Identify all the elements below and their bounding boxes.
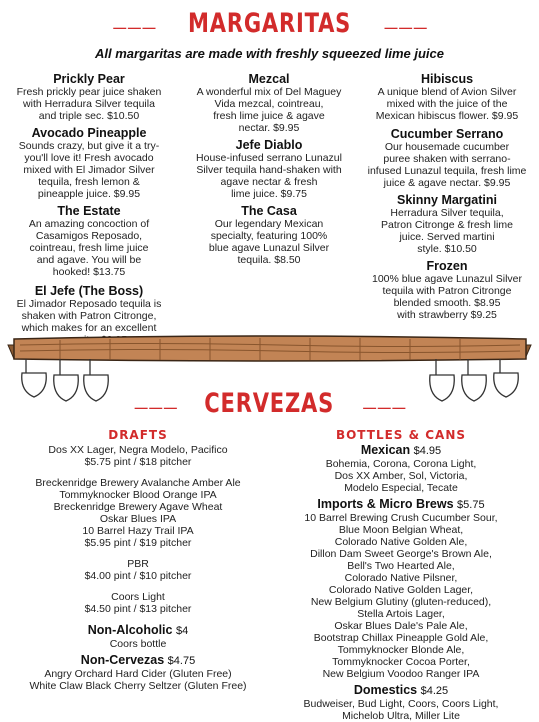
price-line: $5.95 pint / $19 pitcher [84, 537, 192, 549]
item-desc-line: mixed with the juice of the [386, 98, 508, 110]
item-desc-line: nectar. $9.95 [238, 122, 300, 134]
item-desc-line: Silver tequila hand-shaken with [196, 164, 342, 176]
cervezas-title: CERVEZAS [204, 388, 335, 419]
list-line: Colorado Native Golden Lager, [328, 584, 474, 596]
price-line: $5.75 pint / $18 pitcher [84, 456, 192, 468]
list-line: Budweiser, Bud Light, Coors, Coors Light, [303, 698, 499, 710]
margaritas-header [0, 8, 539, 39]
item-desc-line: and triple sec. $10.50 [38, 110, 140, 122]
item-name: The Casa [241, 204, 297, 218]
item-desc-line: Herradura Silver tequila, [390, 207, 504, 219]
group-title [14, 653, 262, 668]
menu-item [4, 72, 174, 122]
item-desc-line: 100% blue agave Lunazul Silver [371, 273, 523, 285]
item-desc-line: hooked! $13.75 [52, 266, 126, 278]
list-line: Stella Artois Lager, [357, 608, 445, 620]
list-line: Bootstrap Chillax Pineapple Gold Ale, [313, 632, 489, 644]
list-line: Michelob Ultra, Miller Lite [342, 710, 460, 722]
margaritas-left-column [4, 72, 174, 346]
drafts-block [14, 558, 262, 582]
beer-group [276, 443, 526, 494]
item-name: Avocado Pineapple [31, 126, 147, 140]
list-line: 10 Barrel Hazy Trail IPA [82, 525, 194, 537]
item-desc-line: Our legendary Mexican [214, 218, 324, 230]
menu-item [183, 72, 355, 134]
list-line: Tommyknocker Blonde Ale, [337, 644, 465, 656]
group-name: Non-Alcoholic [87, 623, 173, 637]
item-desc-line: infused Lunazul tequila, fresh lime [367, 165, 527, 177]
menu-item [358, 72, 536, 122]
item-desc-line: Fresh prickly pear juice shaken [16, 86, 162, 98]
list-line: PBR [127, 558, 149, 570]
item-desc-line: shaken with Patron Citronge, [21, 310, 157, 322]
right-decoration-icon: — — — [363, 400, 405, 415]
drafts-heading: DRAFTS [108, 428, 168, 442]
item-desc-line: Mexican hibiscus flower. $9.95 [375, 110, 519, 122]
list-line: Coors Light [111, 591, 165, 603]
item-name: Mezcal [248, 72, 290, 86]
margaritas-middle-column [183, 72, 355, 266]
item-desc-line: Patron Citronge & fresh lime [381, 219, 513, 231]
item-desc-line: with strawberry $9.25 [397, 309, 497, 321]
shelf-plank-icon [14, 336, 526, 361]
price-line: $4.00 pint / $10 pitcher [84, 570, 192, 582]
menu-item [358, 193, 536, 255]
list-line: Breckenridge Brewery Avalanche Amber Ale [35, 477, 241, 489]
menu-item [4, 126, 174, 200]
drafts-block [14, 591, 262, 615]
item-desc-line: A unique blend of Avion Silver [377, 86, 517, 98]
margaritas-right-column [358, 72, 536, 321]
group-price: $4 [175, 625, 189, 637]
menu-item [4, 204, 174, 278]
list-line: Tommyknocker Cocoa Porter, [332, 656, 470, 668]
item-desc-line: juice. Served martini [399, 231, 495, 243]
item-desc-line: Our housemade cucumber [384, 141, 510, 153]
item-name: Prickly Pear [53, 72, 125, 86]
group-title [14, 623, 262, 638]
group-price: $4.25 [420, 685, 449, 697]
drafts-block [14, 444, 262, 468]
item-desc-line: Casamigos Reposado, [35, 230, 143, 242]
item-name: Frozen [426, 259, 468, 273]
list-line: New Belgium Glutiny (gluten-reduced), [310, 596, 492, 608]
item-name: The Estate [57, 204, 121, 218]
item-desc-line: An amazing concoction of [28, 218, 150, 230]
item-name: Jefe Diablo [235, 138, 303, 152]
item-desc-line: juice & agave nectar. $9.95 [383, 177, 511, 189]
list-line: Colorado Native Golden Ale, [334, 536, 468, 548]
list-line: White Claw Black Cherry Seltzer (Gluten Free) [29, 680, 247, 692]
group-price: $4.75 [167, 655, 196, 667]
item-desc-line: agave nectar & fresh [220, 176, 318, 188]
item-desc-line: A wonderful mix of Del Maguey [196, 86, 342, 98]
list-line: Angry Orchard Hard Cider (Gluten Free) [44, 668, 232, 680]
left-decoration-icon: — — — [134, 400, 176, 415]
margaritas-subtitle: All margaritas are made with freshly squeezed lime juice [95, 46, 444, 61]
list-line: Colorado Native Pilsner, [344, 572, 458, 584]
list-line: Breckenridge Brewery Agave Wheat [53, 501, 223, 513]
right-decoration-icon: — — — [384, 20, 426, 35]
group-title [276, 497, 526, 512]
group-price: $5.75 [457, 499, 485, 511]
bottles-heading: BOTTLES & CANS [335, 428, 467, 442]
item-desc-line: blue agave Lunazul Silver [208, 242, 330, 254]
menu-item [358, 127, 536, 189]
item-desc-line: lime juice. $9.75 [231, 188, 307, 200]
beer-group [276, 683, 526, 722]
group-name: Mexican [360, 443, 411, 457]
list-line: Bohemia, Corona, Corona Light, [325, 458, 477, 470]
item-name: El Jefe (The Boss) [34, 284, 144, 298]
item-desc-line: specialty, featuring 100% [210, 230, 328, 242]
menu-item [358, 259, 536, 321]
group-name: Non-Cervezas [80, 653, 165, 667]
group-name: Domestics [353, 683, 418, 697]
item-name: Cucumber Serrano [390, 127, 504, 141]
item-desc-line: tequila, fresh lemon & [38, 176, 140, 188]
list-line: 10 Barrel Brewing Crush Cucumber Sour, [304, 512, 498, 524]
item-desc-line: which makes for an excellent [21, 322, 157, 334]
item-desc-line: style. $10.50 [417, 243, 477, 255]
list-line: Oskar Blues IPA [99, 513, 177, 525]
group-title [276, 683, 526, 698]
group-title [276, 443, 526, 458]
item-desc-line: cointreau, fresh lime juice [29, 242, 149, 254]
group-price: $4.95 [413, 445, 442, 457]
list-line: Dos XX Lager, Negra Modelo, Pacifico [48, 444, 228, 456]
list-line: Modelo Especial, Tecate [344, 482, 458, 494]
list-line: New Belgium Voodoo Ranger IPA [322, 668, 480, 680]
item-desc-line: blended smooth. $8.95 [393, 297, 501, 309]
item-desc-line: you'll love it! Fresh avocado [24, 152, 154, 164]
list-line: Coors bottle [109, 638, 167, 650]
item-name: Skinny Margatini [396, 193, 498, 207]
item-desc-line: mixed with El Jimador Silver [23, 164, 155, 176]
item-desc-line: Sounds crazy, but give it a try- [18, 140, 160, 152]
drafts-block [14, 477, 262, 549]
list-line: Bell's Two Hearted Ale, [347, 560, 455, 572]
item-desc-line: Vida mezcal, cointreau, [214, 98, 324, 110]
list-line: Tommyknocker Blood Orange IPA [59, 489, 217, 501]
item-desc-line: tequila. $8.50 [237, 254, 301, 266]
bottles-column [276, 428, 526, 722]
item-desc-line: pineapple juice. $9.95 [37, 188, 141, 200]
list-line: Oskar Blues Dale's Pale Ale, [334, 620, 468, 632]
item-desc-line: El Jimador Reposado tequila is [16, 298, 162, 310]
beer-group [276, 497, 526, 680]
non-alcoholic-group [14, 623, 262, 650]
cervezas-header [0, 388, 539, 419]
left-decoration-icon: — — — [113, 20, 155, 35]
non-cervezas-group [14, 653, 262, 692]
item-desc-line: tequila with Patron Citronge [382, 285, 512, 297]
price-line: $4.50 pint / $13 pitcher [84, 603, 192, 615]
list-line: Dillon Dam Sweet George's Brown Ale, [310, 548, 492, 560]
item-desc-line: House-infused serrano Lunazul [196, 152, 342, 164]
margaritas-title: MARGARITAS [187, 8, 352, 39]
drafts-column [14, 428, 262, 692]
group-name: Imports & Micro Brews [317, 497, 454, 511]
item-desc-line: fresh lime juice & agave [213, 110, 325, 122]
item-desc-line: puree shaken with serrano- [383, 153, 511, 165]
item-desc-line: and agave. You will be [36, 254, 142, 266]
list-line: Blue Moon Belgian Wheat, [338, 524, 464, 536]
list-line: Dos XX Amber, Sol, Victoria, [334, 470, 468, 482]
menu-item [183, 138, 355, 200]
menu-item [183, 204, 355, 266]
item-name: Hibiscus [420, 72, 474, 86]
item-desc-line: with Herradura Silver tequila [23, 98, 155, 110]
